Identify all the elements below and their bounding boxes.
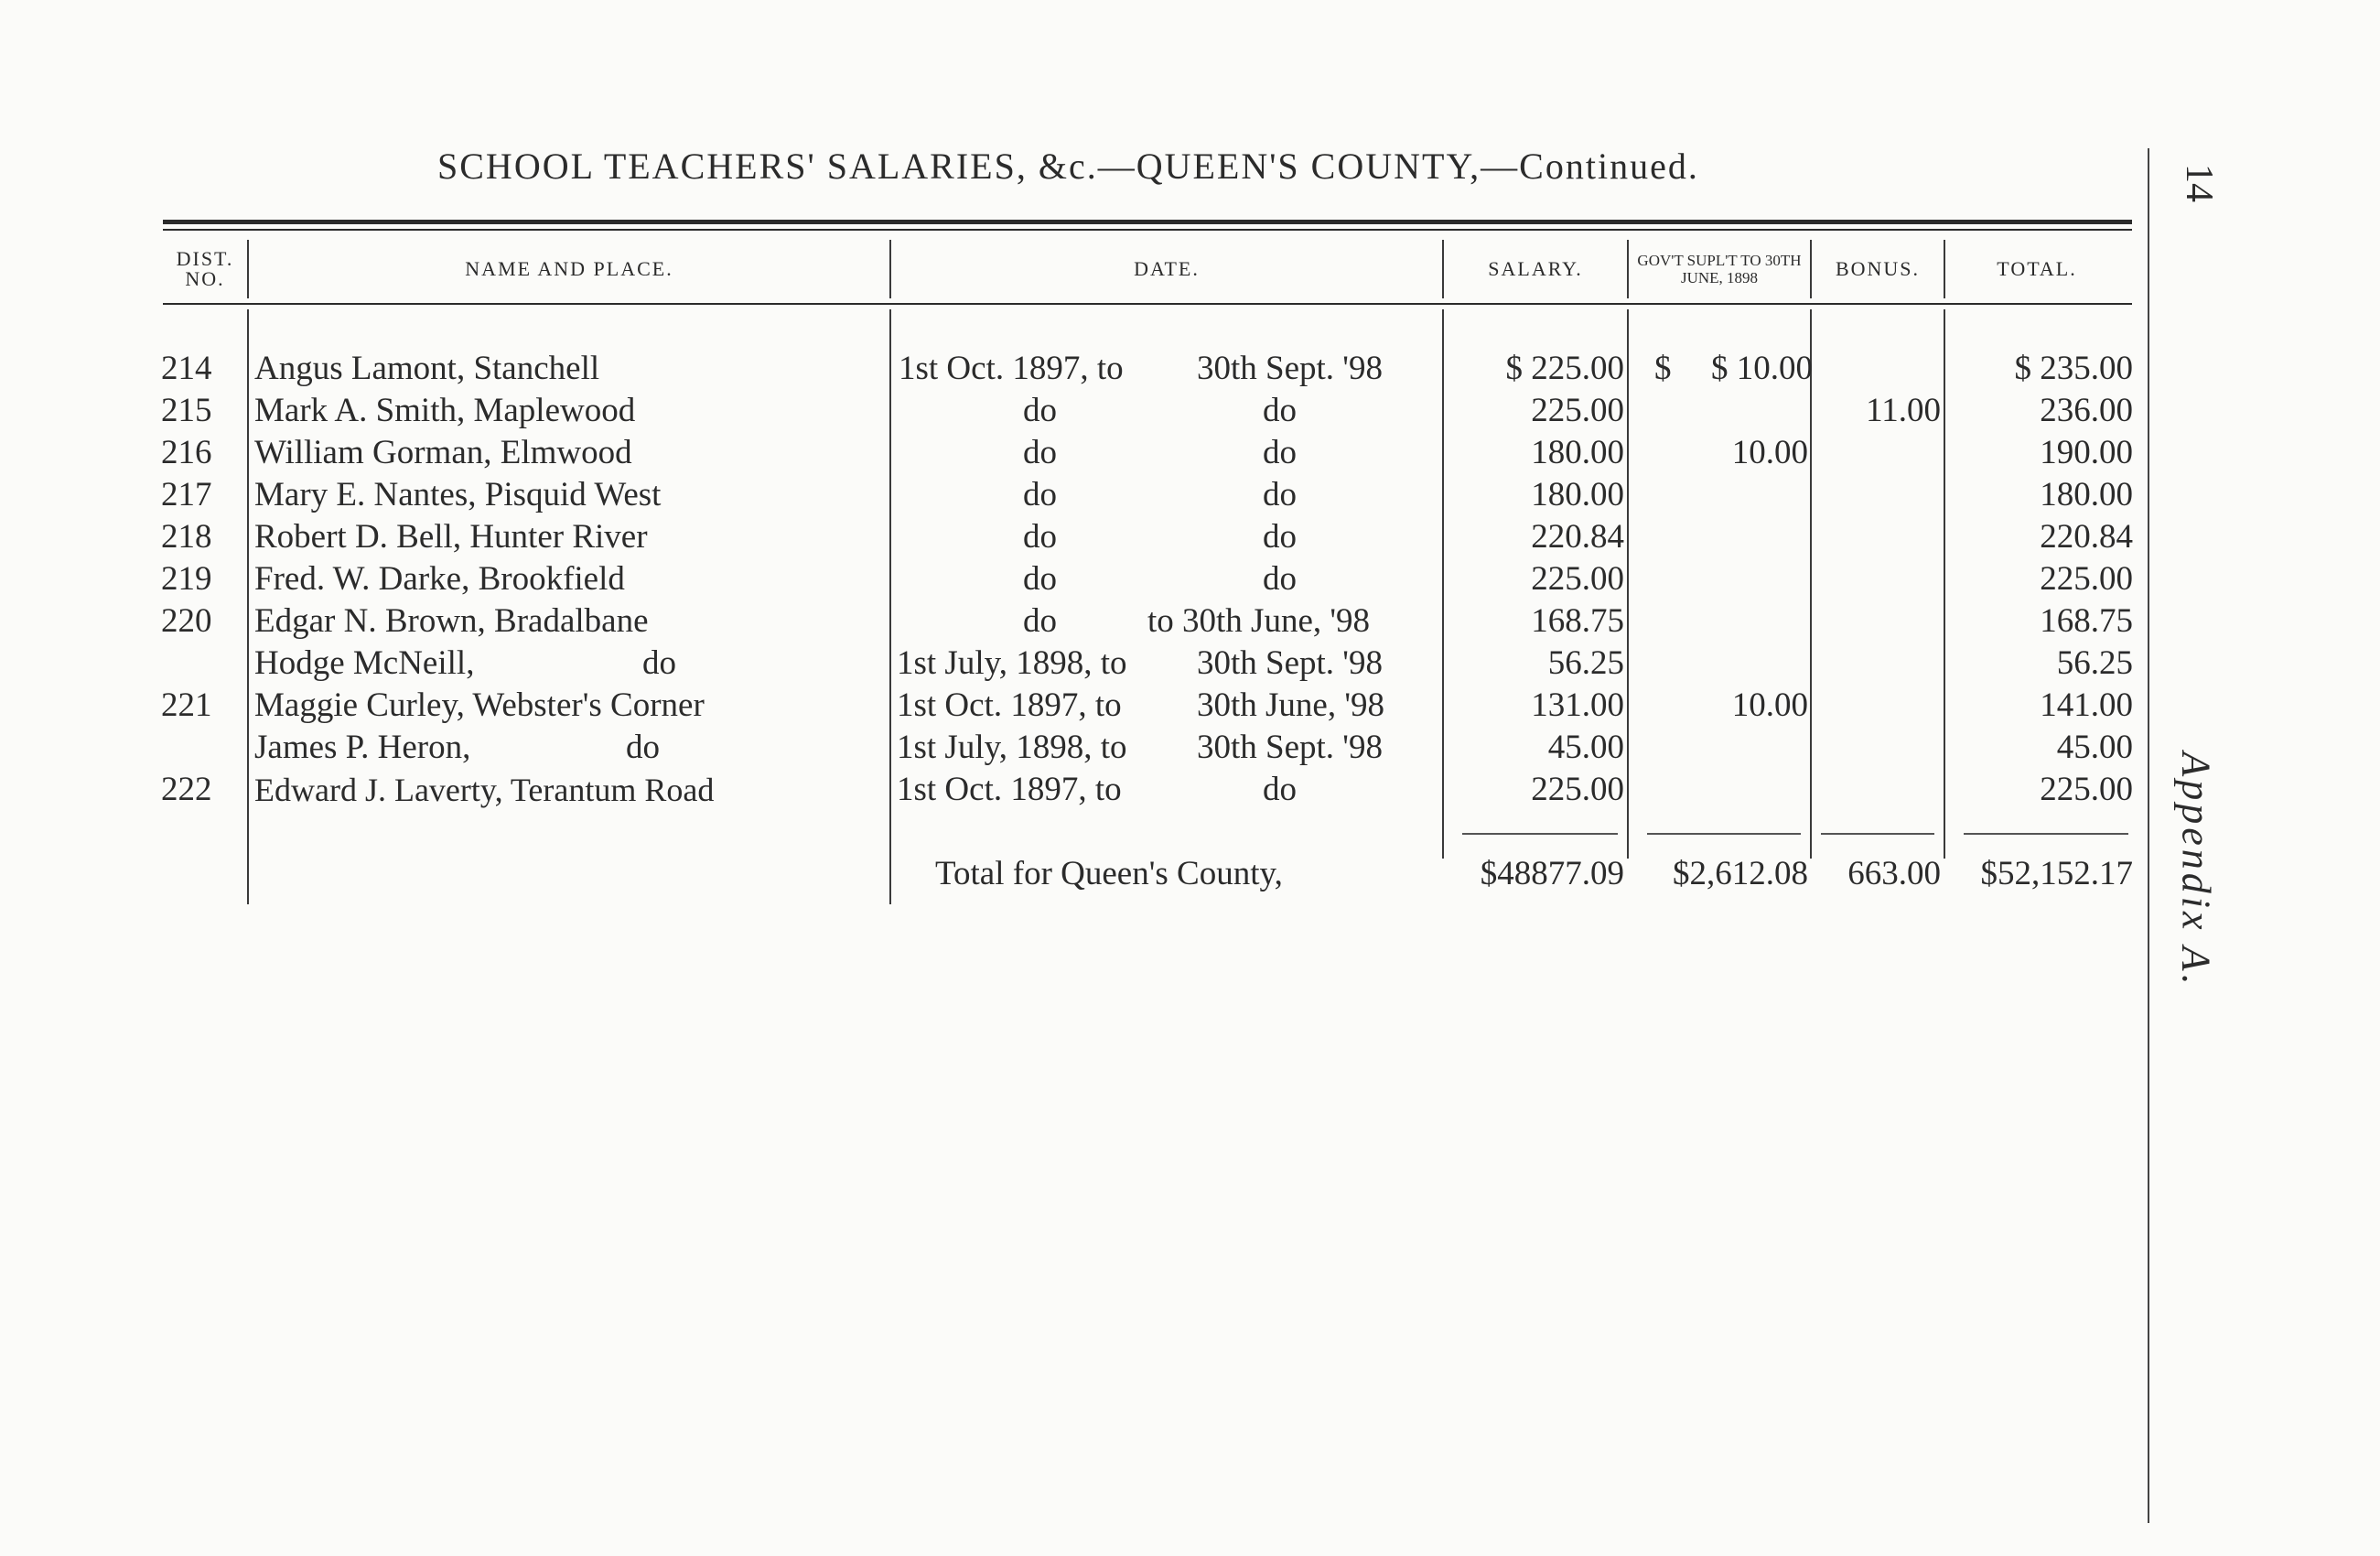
name-place: William Gorman, Elmwood xyxy=(254,434,632,471)
date-from: do xyxy=(1023,602,1057,640)
date-from: 1st Oct. 1897, to xyxy=(897,686,1122,724)
top-rule-thin xyxy=(163,229,2132,231)
govt-supplement: 10.00 xyxy=(1731,686,1808,724)
total: $ 235.00 xyxy=(2014,350,2133,387)
date-from: do xyxy=(1023,434,1057,471)
total-govt-supplement: $2,612.08 xyxy=(1673,855,1808,892)
date-to: do xyxy=(1263,560,1297,598)
top-rule-thick xyxy=(163,220,2132,224)
total: 180.00 xyxy=(2040,476,2133,513)
page-number-text: 14 xyxy=(2178,164,2220,202)
appendix-label-text: Appendix A. xyxy=(2173,751,2219,989)
govt-supplement: $ xyxy=(1654,350,1672,387)
total: 45.00 xyxy=(2056,729,2133,766)
salary: 225.00 xyxy=(1531,392,1624,429)
govt-supplement: 10.00 xyxy=(1731,434,1808,471)
header-bottom-rule xyxy=(163,303,2132,305)
date-from: 1st Oct. 1897, to xyxy=(899,350,1124,387)
total: 190.00 xyxy=(2040,434,2133,471)
header-govt-supplement: GOV'T SUPL'T TO 30TH JUNE, 1898 xyxy=(1637,252,1802,286)
salary: 168.75 xyxy=(1531,602,1624,640)
sum-rule xyxy=(1821,833,1934,835)
name-place: Edgar N. Brown, Bradalbane xyxy=(254,602,649,640)
date-from: 1st July, 1898, to xyxy=(897,644,1127,682)
name-place: Mary E. Nantes, Pisquid West xyxy=(254,476,662,513)
total: 236.00 xyxy=(2040,392,2133,429)
total: 225.00 xyxy=(2040,560,2133,598)
date-to: to 30th June, '98 xyxy=(1147,602,1371,640)
salary: 225.00 xyxy=(1531,771,1624,808)
total: 141.00 xyxy=(2040,686,2133,724)
date-to: do xyxy=(1263,518,1297,556)
total: 220.84 xyxy=(2040,518,2133,556)
date-from: do xyxy=(1023,560,1057,598)
page-number xyxy=(2176,156,2222,211)
salary: 225.00 xyxy=(1531,560,1624,598)
dist-no: 216 xyxy=(161,434,212,471)
sum-rule xyxy=(1647,833,1801,835)
dist-no: 218 xyxy=(161,518,212,556)
date-from: do xyxy=(1023,392,1057,429)
salary: $ 225.00 xyxy=(1505,350,1624,387)
date-to: do xyxy=(1263,476,1297,513)
salary: 45.00 xyxy=(1547,729,1624,766)
table-row xyxy=(0,390,2380,432)
page-title: SCHOOL TEACHERS' SALARIES, &c.—QUEEN'S COUNTY,—Continued. xyxy=(437,146,1699,187)
bonus: $ 10.00 xyxy=(1711,350,1813,387)
table-row xyxy=(0,643,2380,685)
grand-total: $52,152.17 xyxy=(1980,855,2133,892)
date-from: 1st Oct. 1897, to xyxy=(897,771,1122,808)
header-dist-no: DIST. NO. xyxy=(176,247,234,290)
dist-no: 217 xyxy=(161,476,212,513)
table-row xyxy=(0,348,2380,390)
bonus: 11.00 xyxy=(1866,392,1941,429)
header-salary: SALARY. xyxy=(1488,257,1583,280)
dist-no: 220 xyxy=(161,602,212,640)
total-bonus: 663.00 xyxy=(1847,855,1941,892)
dist-no: 222 xyxy=(161,771,212,808)
dist-no: 219 xyxy=(161,560,212,598)
name-place: James P. Heron, xyxy=(254,729,471,766)
date-to: do xyxy=(1263,771,1297,808)
salary: 131.00 xyxy=(1531,686,1624,724)
name-ditto: do xyxy=(642,644,676,682)
table-row xyxy=(0,769,2380,811)
date-from: do xyxy=(1023,518,1057,556)
sum-rule xyxy=(1964,833,2128,835)
table-row xyxy=(0,474,2380,516)
dist-no: 221 xyxy=(161,686,212,724)
name-place: Edward J. Laverty, Terantum Road xyxy=(254,772,715,808)
table-row xyxy=(0,600,2380,643)
date-to: 30th Sept. '98 xyxy=(1197,644,1383,682)
total: 56.25 xyxy=(2056,644,2133,682)
name-place: Fred. W. Darke, Brookfield xyxy=(254,560,625,598)
date-from: do xyxy=(1023,476,1057,513)
table-row xyxy=(0,432,2380,474)
date-to: 30th June, '98 xyxy=(1197,686,1385,724)
date-to: 30th Sept. '98 xyxy=(1197,729,1383,766)
totals-row xyxy=(0,853,2380,895)
dist-no: 214 xyxy=(161,350,212,387)
salary: 56.25 xyxy=(1547,644,1624,682)
sum-rule xyxy=(1462,833,1618,835)
total: 225.00 xyxy=(2040,771,2133,808)
table-row xyxy=(0,685,2380,727)
header-total: TOTAL. xyxy=(1997,257,2077,280)
name-place: Maggie Curley, Webster's Corner xyxy=(254,686,705,724)
name-ditto: do xyxy=(626,729,660,766)
dist-no: 215 xyxy=(161,392,212,429)
name-place: Robert D. Bell, Hunter River xyxy=(254,518,648,556)
date-to: do xyxy=(1263,434,1297,471)
date-to: 30th Sept. '98 xyxy=(1197,350,1383,387)
name-place: Hodge McNeill, xyxy=(254,644,475,682)
name-place: Angus Lamont, Stanchell xyxy=(254,350,600,387)
header-bonus: BONUS. xyxy=(1835,257,1921,280)
salary: 220.84 xyxy=(1531,518,1624,556)
name-place: Mark A. Smith, Maplewood xyxy=(254,392,636,429)
date-to: do xyxy=(1263,392,1297,429)
totals-label: Total for Queen's County, xyxy=(935,855,1283,892)
header-name-place: NAME AND PLACE. xyxy=(465,257,673,280)
table-row xyxy=(0,558,2380,600)
total-salary: $48877.09 xyxy=(1480,855,1624,892)
salary: 180.00 xyxy=(1531,434,1624,471)
date-from: 1st July, 1898, to xyxy=(897,729,1127,766)
header-date: DATE. xyxy=(1134,257,1200,280)
table-row xyxy=(0,516,2380,558)
total: 168.75 xyxy=(2040,602,2133,640)
table-row xyxy=(0,727,2380,769)
salary: 180.00 xyxy=(1531,476,1624,513)
